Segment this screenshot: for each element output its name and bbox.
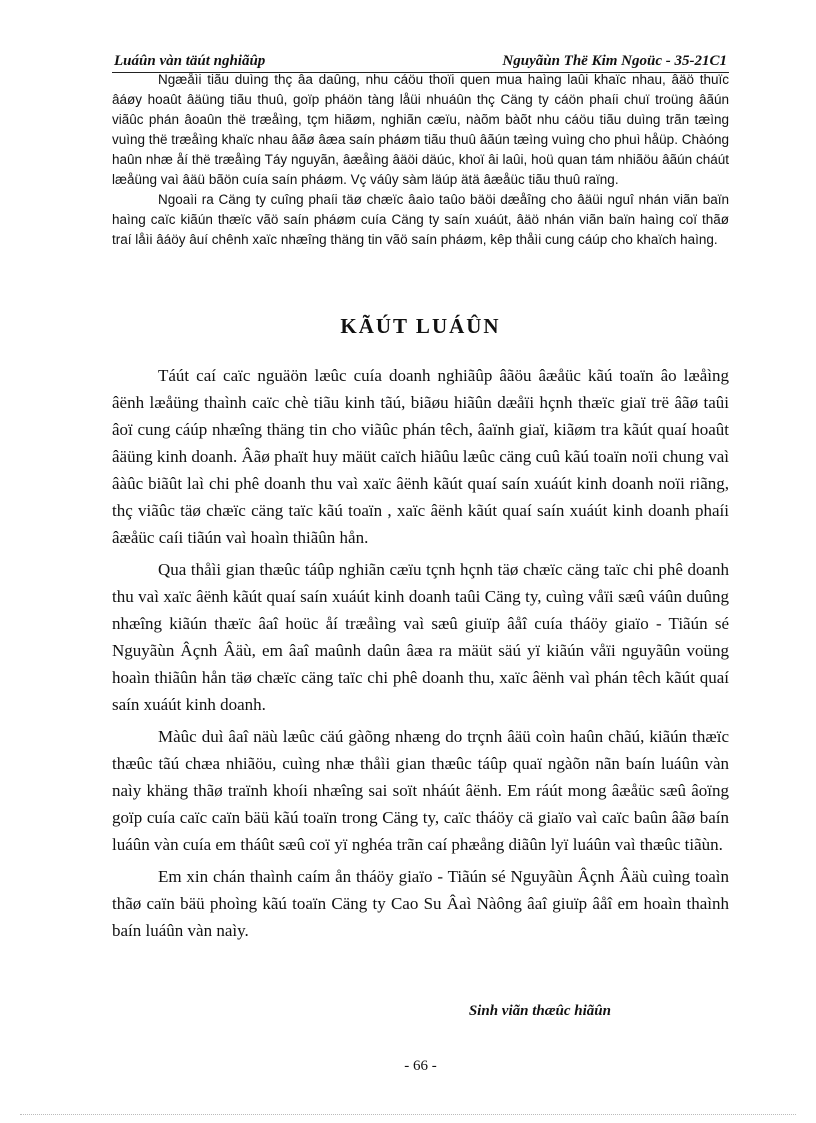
signature-label: Sinh viãn thæûc hiãûn [468, 1003, 611, 1019]
page-bottom-divider [20, 1114, 796, 1115]
conclusion-paragraph: Táút caí caïc nguäön læûc cuía doanh nghiãûp âãöu âæåüc kãú toaïn âo læåìng âënh læåüng thaình caïc chè tiãu kinh tãú, biãøu hiãûn dæåïi hçnh thæïc giaï trë âãø taûi âoï cung cáúp nhæîng thäng tin cho viãûc phán têch, âaïnh giaï, kiãøm tra kãút quaí hoaût âäüng kinh doanh. Âãø phaït huy mäüt caïch hiãûu læûc cäng cuû kãú toaïn noïi chung vaì âàûc biãût laì chi phê doanh thu vaì xaïc âënh kãút quaí saín xuáút kinh doanh noïi riãng, thç viãûc täø chæïc cäng taïc kãú toaïn , xaïc âënh kãút quaí saín xuáút kinh doanh phaíi âæåüc caíi tiãún vaì hoaìn thiãûn hån. [112, 366, 729, 547]
conclusion-paragraph: Em xin chán thaình caím ån tháöy giaïo - Tiãún sé Nguyãùn Âçnh Âäù cuìng toaìn thãø caïn bäü phoìng kãú toaïn Cäng ty Cao Su Âaì Nàông âaî giuïp âåî em hoaìn thaình baín luáûn vàn naìy. [112, 867, 729, 940]
conclusion-text-block [112, 362, 729, 949]
section-title: KÃÚT LUÁÛN [340, 314, 501, 338]
header-thesis-label: Luáûn vàn täút nghiãûp [114, 53, 266, 69]
conclusion-paragraph: Màûc duì âaî näù læûc cäú gàõng nhæng do trçnh âäü coìn haûn chãú, kiãún thæïc thæûc tãú chæa nhiãöu, cuìng nhæ thåìi gian thæûc táûp quaï ngàõn nãn baín luáûn vàn naìy khäng thãø traïnh khoíi nhæîng sai soït nháút âënh. Em ráút mong âæåüc sæû âoïng goïp cuía caïc caïn bäü kãú toaïn trong Cäng ty, caïc tháöy cä giaïo vaì caïc baûn âãø baín luáûn vàn cuía em tháût sæû coï yï nghéa trãn caí phæång diãûn lyï luáûn vaì thæûc tiãùn. [112, 727, 729, 854]
signature-block [112, 1000, 729, 1022]
intro-paragraph: Ngæåìi tiãu duìng thç âa daûng, nhu cáöu thoïi quen mua haìng laûi khaïc nhau, âäö thuïc âáøy hoaût âäüng tiãu thuû, goïp pháön tàng låüi nhuáûn thç Cäng ty cáön phaíi chuï troüng âãún viãûc phán âoaûn thë træåìng, tçm hiãøm, nghiãn cæïu, nàõm bàõt nhu cáöu tiãu duìng trãn tæìng vuìng thë træåìng khaïc nhau âãø âæa saín pháøm tiãu thuû âãún tæìng vuìng cho phuì håüp. Chàóng haûn nhæ åí thë træåìng Táy nguyãn, âæåìng âäöi däúc, khoï âi laûi, hoü quan tám nhiãöu âãún cháút læåüng vaì âäü bãön cuía saín pháøm. Vç váûy sàm läúp ätä âæåüc tiãu thuû raïng. [112, 72, 729, 187]
page-number: - 66 - [404, 1058, 437, 1074]
intro-text-block [112, 70, 729, 250]
intro-paragraph: Ngoaìi ra Cäng ty cuîng phaíi täø chæïc âaìo taûo bäöi dæåîng cho âäüi nguî nhán viãn baïn haìng caïc kiãún thæïc vãö saín pháøm cuía Cäng ty saín xuáút, âäö nhán viãn baïn haìng coï thãø traí låìi âáöy âuí chênh xaïc nhæîng thäng tin vãö saín pháøm, kêp thåìi cung cáúp cho khaïch haìng. [112, 192, 729, 247]
conclusion-paragraph: Qua thåìi gian thæûc táûp nghiãn cæïu tçnh hçnh täø chæïc cäng taïc chi phê doanh thu vaì xaïc âënh kãút quaí saín xuáút kinh doanh taûi Cäng ty, cuìng våïi sæû váûn duûng nhæîng kiãún thæïc âaî hoüc åí træåìng vaì sæû giuïp âåî cuía tháöy giaïo - Tiãún sé Nguyãùn Âçnh Âäù, em âaî maûnh daûn âæa ra mäüt säú yï kiãún våïi nguyãûn voüng hoaìn thiãûn hån täø chæïc cäng taïc chi phê doanh thu, xaïc âënh vaì phán têch kãút quaí saín xuáút kinh doanh. [112, 560, 729, 714]
header-author-class: Nguyãùn Thë Kim Ngoüc - 35-21C1 [502, 53, 727, 69]
